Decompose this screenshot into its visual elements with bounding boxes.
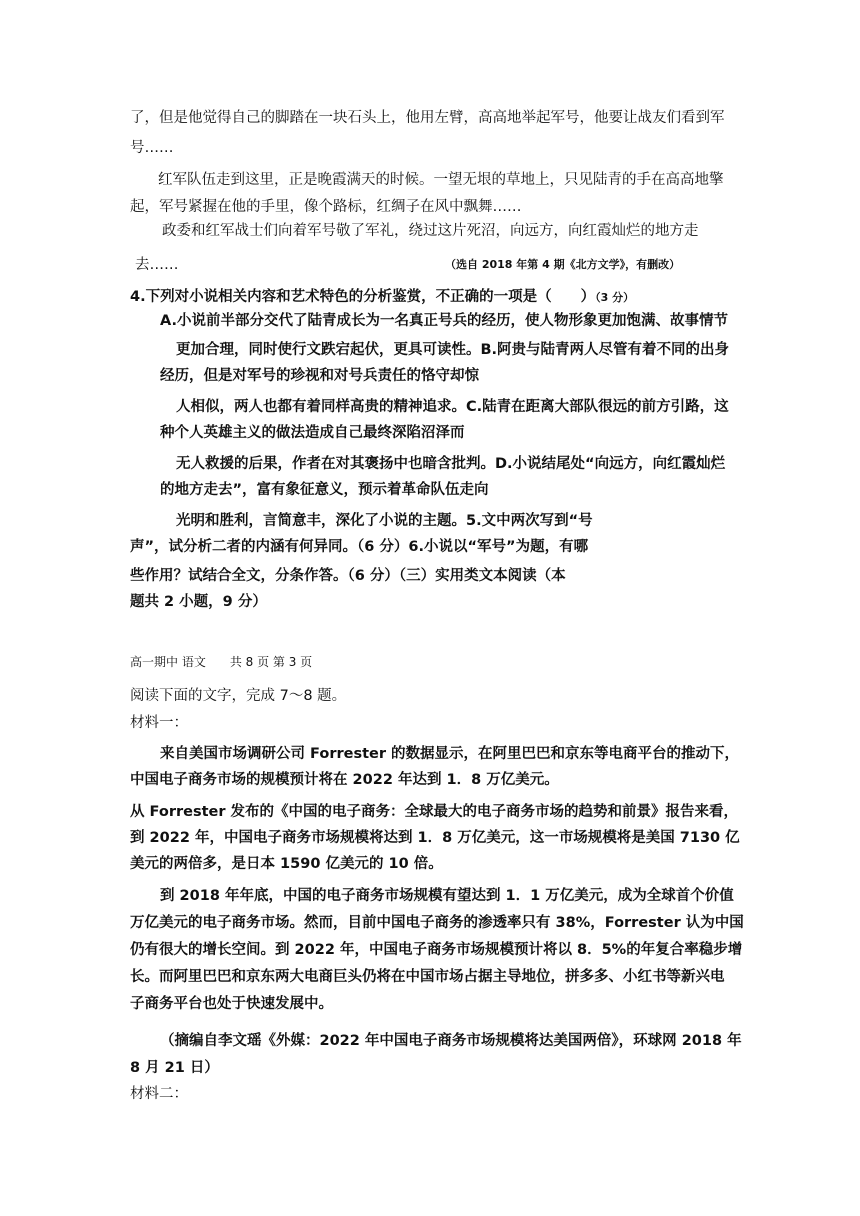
q4-line-2: 更加合理，同时使行文跌宕起伏，更具可读性。B.阿贵与陆青两人尽管有着不同的出身: [176, 342, 730, 358]
q4-line-7: 的地方走去”，富有象征意义，预示着革命队伍走向: [160, 482, 489, 498]
page-footer: 高一期中 语文 共 8 页 第 3 页: [130, 655, 313, 669]
story-line-2: 号……: [130, 140, 174, 156]
m1-p2-line-c: 美元的两倍多，是日本 1590 亿美元的 10 倍。: [130, 856, 443, 872]
story-line-6: 去……: [135, 257, 179, 273]
m1-p2-line-a: 从 Forrester 发布的《中国的电子商务：全球最大的电子商务市场的趋势和前景》报告来看，: [130, 804, 739, 820]
m1-p1-line-a: 来自美国市场调研公司 Forrester 的数据显示，在阿里巴巴和京东等电商平台的推动下，: [160, 746, 740, 762]
m1-p2-line-b: 到 2022 年，中国电子商务市场规模将达到 1．8 万亿美元，这一市场规模将是美国 7130 亿: [130, 830, 740, 846]
m1-p3-line-b: 万亿美元的电子商务市场。然而，目前中国电子商务的渗透率只有 38%，Forrester 认为中国: [130, 915, 744, 931]
material-2-title: 材料二：: [130, 1086, 188, 1102]
story-line-5: 政委和红军战士们向着军号敬了军礼，绕过这片死沼，向远方，向红霞灿烂的地方走: [162, 223, 699, 239]
m1-p3-line-d: 长。而阿里巴巴和京东两大电商巨头仍将在中国市场占据主导地位，拼多多、小红书等新兴电: [130, 969, 725, 985]
m1-p3-line-e: 子商务平台也处于快速发展中。: [130, 996, 333, 1012]
question-4-stem: 4.下列对小说相关内容和艺术特色的分析鉴赏，不正确的一项是（ ）（3 分）: [130, 289, 635, 305]
q4-line-1: A.小说前半部分交代了陆青成长为一名真正号兵的经历，使人物形象更加饱满、故事情节: [160, 313, 728, 329]
m1-p3-line-c: 仍有很大的增长空间。到 2022 年，中国电子商务市场规模预计将以 8．5%的年复合率稳步增: [130, 942, 743, 958]
question-4-points: （3 分）: [595, 291, 635, 304]
story-source: （选自 2018 年第 4 期《北方文学》，有删改）: [445, 258, 681, 271]
m1-p3-line-a: 到 2018 年年底，中国的电子商务市场规模有望达到 1．1 万亿美元，成为全球首个价值: [160, 888, 734, 904]
q4-line-3: 经历，但是对军号的珍视和对号兵责任的恪守却惊: [160, 368, 479, 384]
q4-line-4: 人相似，两人也都有着同样高贵的精神追求。C.陆青在距离大部队很远的前方引路，这: [176, 399, 729, 415]
m1-citation-line-b: 8 月 21 日）: [130, 1060, 219, 1076]
q4-line-10: 些作用？试结合全文，分条作答。（6 分）（三）实用类文本阅读（本: [130, 568, 566, 584]
material-1-title: 材料一：: [130, 715, 188, 731]
story-line-3: 红军队伍走到这里，正是晚霞满天的时候。一望无垠的草地上，只见陆青的手在高高地擎: [158, 172, 724, 188]
m1-citation-line-a: （摘编自李文瑶《外媒：2022 年中国电子商务市场规模将达美国两倍》，环球网 2018 年: [160, 1033, 742, 1049]
q4-line-5: 种个人英雄主义的做法造成自己最终深陷沼泽而: [160, 425, 465, 441]
q4-line-8: 光明和胜利，言简意丰，深化了小说的主题。5.文中两次写到“号: [176, 513, 593, 529]
m1-p1-line-b: 中国电子商务市场的规模预计将在 2022 年达到 1．8 万亿美元。: [130, 772, 559, 788]
q4-line-9: 声”，试分析二者的内涵有何异同。（6 分）6.小说以“军号”为题，有哪: [130, 539, 589, 555]
q4-line-6: 无人救援的后果，作者在对其褒扬中也暗含批判。D.小说结尾处“向远方，向红霞灿烂: [176, 456, 726, 472]
reading-intro: 阅读下面的文字，完成 7～8 题。: [130, 688, 347, 704]
story-line-1: 了，但是他觉得自己的脚踏在一块石头上，他用左臂，高高地举起军号，他要让战友们看到军: [130, 110, 725, 126]
q4-line-11: 题共 2 小题，9 分）: [130, 594, 267, 610]
story-line-4: 起，军号紧握在他的手里，像个路标，红绸子在风中飘舞……: [130, 199, 522, 215]
